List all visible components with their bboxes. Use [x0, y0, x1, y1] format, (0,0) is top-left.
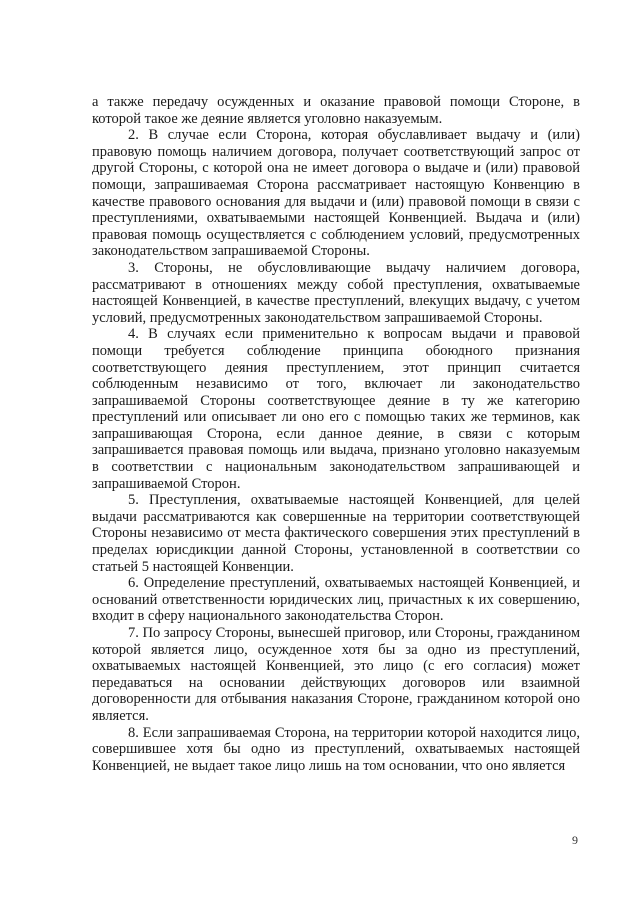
paragraph-2: 2. В случае если Сторона, которая обуславливает выдачу и (или) правовую помощь наличием договора, получает соответствующий запрос от другой Стороны, с которой она не имеет договора о выдаче и (или) правовой помощи, запрашиваемая Сторона рассматривает настоящую Конвенцию в качестве правового основания для выдачи и (или) правовой помощи в связи с преступлениями, охватываемыми настоящей Конвенцией. Выдача и (или) правовая помощь осуществляется с соблюдением условий, предусмотренных законодательством запрашиваемой Стороны.	[92, 127, 580, 260]
paragraph-continuation: а также передачу осужденных и оказание правовой помощи Стороне, в которой такое же деяние является уголовно наказуемым.	[92, 94, 580, 127]
page-number: 9	[572, 833, 578, 847]
document-body	[92, 94, 580, 774]
paragraph-4: 4. В случаях если применительно к вопросам выдачи и правовой помощи требуется соблюдение принципа обоюдного признания соответствующего деяния преступлением, этот принцип считается соблюденным независимо от того, включает ли законодательство запрашиваемой Стороны соответствующее деяние в ту же категорию преступлений или описывает ли оно его с помощью таких же терминов, как запрашивающая Сторона, если данное деяние, в связи с которым запрашивается правовая помощь или выдача, признано уголовно наказуемым в соответствии с национальным законодательством запрашивающей и запрашиваемой Сторон.	[92, 326, 580, 492]
paragraph-8: 8. Если запрашиваемая Сторона, на территории которой находится лицо, совершившее хотя бы одно из преступлений, охватываемых настоящей Конвенцией, не выдает такое лицо лишь на том основании, что оно является	[92, 724, 580, 774]
paragraph-3: 3. Стороны, не обусловливающие выдачу наличием договора, рассматривают в отношениях между собой преступления, охватываемые настоящей Конвенцией, в качестве преступлений, влекущих выдачу, с учетом условий, предусмотренных законодательством запрашиваемой Стороны.	[92, 259, 580, 326]
paragraph-7: 7. По запросу Стороны, вынесшей приговор, или Стороны, гражданином которой является лицо, осужденное хотя бы за одно из преступлений, охватываемых настоящей Конвенцией, это лицо (с его согласия) может передаваться на основании действующих договоров или взаимной договоренности для отбывания наказания Стороне, гражданином которой оно является.	[92, 625, 580, 724]
paragraph-5: 5. Преступления, охватываемые настоящей Конвенцией, для целей выдачи рассматриваются как совершенные на территории соответствующей Стороны независимо от места фактического совершения этих преступлений в пределах юрисдикции данной Стороны, установленной в соответствии со статьей 5 настоящей Конвенции.	[92, 492, 580, 575]
paragraph-6: 6. Определение преступлений, охватываемых настоящей Конвенцией, и оснований ответственности юридических лиц, причастных к их совершению, входит в сферу национального законодательства Сторон.	[92, 575, 580, 625]
